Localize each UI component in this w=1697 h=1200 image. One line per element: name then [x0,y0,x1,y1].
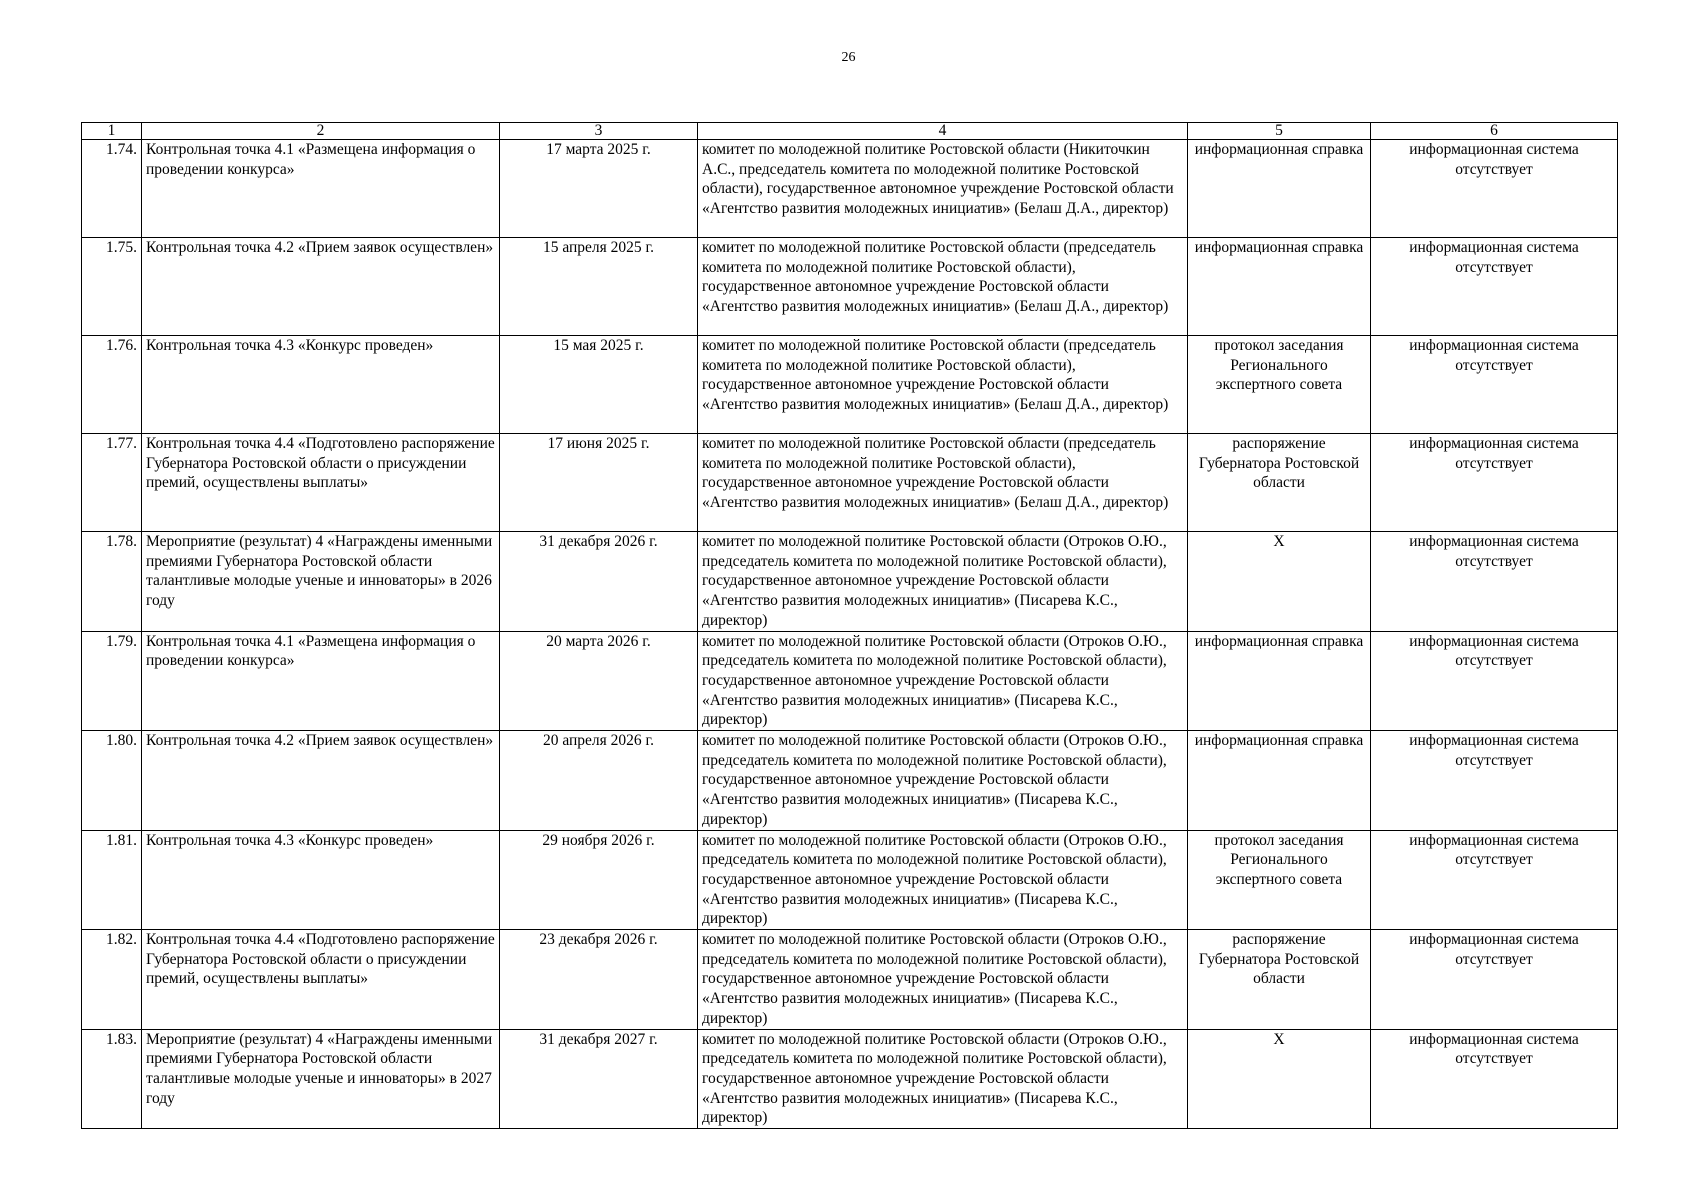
row-name: Контрольная точка 4.4 «Подготовлено распоряжение Губернатора Ростовской области о присуждении премий, осуществлены выплаты» [142,930,500,1030]
table-row [82,930,1618,1030]
row-number: 1.78. [82,532,142,632]
row-responsible: комитет по молодежной политике Ростовской области (председатель комитета по молодежной политике Ростовской области), государственное автономное учреждение Ростовской области «Агентство развития молодежных инициатив» (Белаш Д.А., директор) [698,238,1188,336]
table-row [82,140,1618,238]
row-name: Контрольная точка 4.1 «Размещена информация о проведении конкурса» [142,140,500,238]
table-row [82,532,1618,632]
row-number: 1.76. [82,336,142,434]
row-number: 1.81. [82,830,142,930]
row-system: информационная система отсутствует [1371,1029,1618,1129]
row-document: Х [1188,532,1371,632]
row-date: 20 марта 2026 г. [500,631,698,731]
row-system: информационная система отсутствует [1371,238,1618,336]
row-responsible: комитет по молодежной политике Ростовской области (председатель комитета по молодежной политике Ростовской области), государственное автономное учреждение Ростовской области «Агентство развития молодежных инициатив» (Белаш Д.А., директор) [698,336,1188,434]
row-responsible: комитет по молодежной политике Ростовской области (Отроков О.Ю., председатель комитета по молодежной политике Ростовской области), государственное автономное учреждение Ростовской области «Агентство развития молодежных инициатив» (Писарева К.С., директор) [698,532,1188,632]
column-header: 4 [698,123,1188,140]
column-header: 5 [1188,123,1371,140]
row-date: 29 ноября 2026 г. [500,830,698,930]
row-system: информационная система отсутствует [1371,532,1618,632]
row-responsible: комитет по молодежной политике Ростовской области (Отроков О.Ю., председатель комитета по молодежной политике Ростовской области), государственное автономное учреждение Ростовской области «Агентство развития молодежных инициатив» (Писарева К.С., директор) [698,631,1188,731]
row-document: информационная справка [1188,731,1371,831]
row-responsible: комитет по молодежной политике Ростовской области (Отроков О.Ю., председатель комитета по молодежной политике Ростовской области), государственное автономное учреждение Ростовской области «Агентство развития молодежных инициатив» (Писарева К.С., директор) [698,830,1188,930]
column-header: 2 [142,123,500,140]
row-system: информационная система отсутствует [1371,631,1618,731]
row-number: 1.82. [82,930,142,1030]
row-system: информационная система отсутствует [1371,140,1618,238]
row-date: 23 декабря 2026 г. [500,930,698,1030]
row-number: 1.77. [82,434,142,532]
row-document: Х [1188,1029,1371,1129]
row-date: 15 мая 2025 г. [500,336,698,434]
row-number: 1.74. [82,140,142,238]
row-document: информационная справка [1188,140,1371,238]
plan-table [81,122,1618,1129]
row-document: распоряжение Губернатора Ростовской области [1188,930,1371,1030]
row-system: информационная система отсутствует [1371,336,1618,434]
table-row [82,830,1618,930]
row-name: Мероприятие (результат) 4 «Награждены именными премиями Губернатора Ростовской области талантливые молодые ученые и инноваторы» в 2026 году [142,532,500,632]
table-row [82,336,1618,434]
column-header: 1 [82,123,142,140]
row-number: 1.83. [82,1029,142,1129]
row-date: 31 декабря 2027 г. [500,1029,698,1129]
page-number: 26 [841,50,856,65]
table-row [82,631,1618,731]
row-document: протокол заседания Регионального экспертного совета [1188,336,1371,434]
row-system: информационная система отсутствует [1371,434,1618,532]
column-header: 6 [1371,123,1618,140]
row-system: информационная система отсутствует [1371,830,1618,930]
table-row [82,238,1618,336]
row-system: информационная система отсутствует [1371,731,1618,831]
row-document: информационная справка [1188,238,1371,336]
table-header-row [82,123,1618,140]
row-document: распоряжение Губернатора Ростовской области [1188,434,1371,532]
table-row [82,1029,1618,1129]
row-number: 1.79. [82,631,142,731]
row-responsible: комитет по молодежной политике Ростовской области (председатель комитета по молодежной политике Ростовской области), государственное автономное учреждение Ростовской области «Агентство развития молодежных инициатив» (Белаш Д.А., директор) [698,434,1188,532]
row-responsible: комитет по молодежной политике Ростовской области (Отроков О.Ю., председатель комитета по молодежной политике Ростовской области), государственное автономное учреждение Ростовской области «Агентство развития молодежных инициатив» (Писарева К.С., директор) [698,731,1188,831]
row-name: Контрольная точка 4.2 «Прием заявок осуществлен» [142,731,500,831]
row-system: информационная система отсутствует [1371,930,1618,1030]
row-responsible: комитет по молодежной политике Ростовской области (Отроков О.Ю., председатель комитета по молодежной политике Ростовской области), государственное автономное учреждение Ростовской области «Агентство развития молодежных инициатив» (Писарева К.С., директор) [698,930,1188,1030]
row-responsible: комитет по молодежной политике Ростовской области (Никиточкин А.С., председатель комитета по молодежной политике Ростовской области), государственное автономное учреждение Ростовской области «Агентство развития молодежных инициатив» (Белаш Д.А., директор) [698,140,1188,238]
table-row [82,434,1618,532]
row-number: 1.75. [82,238,142,336]
row-document: протокол заседания Регионального экспертного совета [1188,830,1371,930]
row-name: Контрольная точка 4.3 «Конкурс проведен» [142,830,500,930]
row-date: 15 апреля 2025 г. [500,238,698,336]
row-responsible: комитет по молодежной политике Ростовской области (Отроков О.Ю., председатель комитета по молодежной политике Ростовской области), государственное автономное учреждение Ростовской области «Агентство развития молодежных инициатив» (Писарева К.С., директор) [698,1029,1188,1129]
row-name: Мероприятие (результат) 4 «Награждены именными премиями Губернатора Ростовской области талантливые молодые ученые и инноваторы» в 2027 году [142,1029,500,1129]
row-name: Контрольная точка 4.4 «Подготовлено распоряжение Губернатора Ростовской области о присуждении премий, осуществлены выплаты» [142,434,500,532]
row-name: Контрольная точка 4.1 «Размещена информация о проведении конкурса» [142,631,500,731]
row-date: 17 июня 2025 г. [500,434,698,532]
row-date: 20 апреля 2026 г. [500,731,698,831]
row-name: Контрольная точка 4.2 «Прием заявок осуществлен» [142,238,500,336]
row-date: 31 декабря 2026 г. [500,532,698,632]
row-document: информационная справка [1188,631,1371,731]
column-header: 3 [500,123,698,140]
row-date: 17 марта 2025 г. [500,140,698,238]
row-number: 1.80. [82,731,142,831]
row-name: Контрольная точка 4.3 «Конкурс проведен» [142,336,500,434]
table-row [82,731,1618,831]
